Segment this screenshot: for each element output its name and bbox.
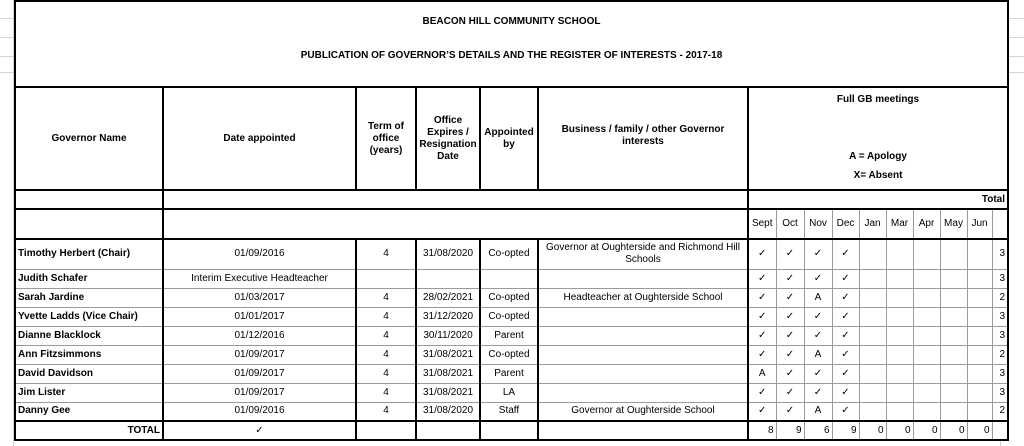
- attendance-mark: ✓: [748, 239, 776, 269]
- school-name: BEACON HILL COMMUNITY SCHOOL: [15, 1, 1008, 42]
- attendance-mark: [940, 364, 967, 383]
- office-expires: 31/08/2021: [416, 345, 480, 364]
- date-appointed: 01/03/2017: [163, 288, 356, 307]
- governor-interests: Governor at Oughterside School: [538, 402, 748, 421]
- table-row: [15, 402, 1008, 421]
- attendance-mark: [859, 383, 886, 402]
- attendance-total: 2: [992, 402, 1008, 421]
- attendance-mark: ✓: [832, 269, 859, 288]
- attendance-mark: ✓: [832, 364, 859, 383]
- attendance-mark: [913, 239, 940, 269]
- governor-interests: [538, 307, 748, 326]
- attendance-mark: ✓: [832, 326, 859, 345]
- attendance-mark: ✓: [748, 288, 776, 307]
- attendance-total: 3: [992, 326, 1008, 345]
- attendance-mark: A: [804, 402, 832, 421]
- month-total: 9: [776, 421, 804, 440]
- appointed-by: Co-opted: [480, 345, 538, 364]
- attendance-mark: [967, 383, 992, 402]
- attendance-mark: ✓: [748, 383, 776, 402]
- date-appointed: 01/09/2016: [163, 402, 356, 421]
- appointed-by: Co-opted: [480, 288, 538, 307]
- attendance-mark: [913, 288, 940, 307]
- month-total: 6: [804, 421, 832, 440]
- governor-interests: [538, 345, 748, 364]
- term-of-office: [356, 269, 416, 288]
- appointed-by: Co-opted: [480, 239, 538, 269]
- date-appointed: Interim Executive Headteacher: [163, 269, 356, 288]
- attendance-mark: ✓: [804, 326, 832, 345]
- attendance-mark: [886, 383, 913, 402]
- attendance-mark: ✓: [748, 345, 776, 364]
- appointed-by: Co-opted: [480, 307, 538, 326]
- publication-title: PUBLICATION OF GOVERNOR’S DETAILS AND THE REGISTER OF INTERESTS - 2017-18: [15, 42, 1008, 87]
- month-header: May: [940, 209, 967, 239]
- attendance-mark: [886, 364, 913, 383]
- header-interests: Business / family / other Governor interests: [538, 87, 748, 190]
- appointed-by: Staff: [480, 402, 538, 421]
- totals-label: TOTAL: [15, 421, 163, 440]
- attendance-mark: [940, 345, 967, 364]
- governor-name: Danny Gee: [15, 402, 163, 421]
- header-total: Total: [748, 190, 1008, 209]
- month-header: Mar: [886, 209, 913, 239]
- attendance-mark: ✓: [804, 269, 832, 288]
- attendance-mark: ✓: [776, 383, 804, 402]
- table-row: [15, 364, 1008, 383]
- office-expires: 31/08/2021: [416, 383, 480, 402]
- attendance-mark: ✓: [776, 326, 804, 345]
- table-row: [15, 345, 1008, 364]
- attendance-mark: ✓: [832, 288, 859, 307]
- header-governor-name: Governor Name: [15, 87, 163, 190]
- attendance-mark: ✓: [776, 402, 804, 421]
- attendance-mark: [940, 383, 967, 402]
- attendance-mark: ✓: [776, 364, 804, 383]
- governor-name: Yvette Ladds (Vice Chair): [15, 307, 163, 326]
- attendance-mark: [859, 326, 886, 345]
- attendance-mark: ✓: [832, 345, 859, 364]
- attendance-mark: [940, 326, 967, 345]
- attendance-mark: [967, 288, 992, 307]
- month-total: 0: [886, 421, 913, 440]
- office-expires: 28/02/2021: [416, 288, 480, 307]
- month-total: 0: [940, 421, 967, 440]
- table-row: [15, 326, 1008, 345]
- governor-interests: Governor at Oughterside and Richmond Hill Schools: [538, 239, 748, 269]
- table-row: [15, 383, 1008, 402]
- attendance-mark: [886, 269, 913, 288]
- header-appointed-by: Appointed by: [480, 87, 538, 190]
- attendance-mark: ✓: [776, 307, 804, 326]
- term-of-office: 4: [356, 402, 416, 421]
- attendance-total: 3: [992, 239, 1008, 269]
- table-row: [15, 307, 1008, 326]
- totals-date-mark: ✓: [163, 421, 356, 440]
- month-header: Jun: [967, 209, 992, 239]
- appointed-by: [480, 269, 538, 288]
- header-term: Term of office (years): [356, 87, 416, 190]
- attendance-mark: ✓: [804, 307, 832, 326]
- governor-interests: [538, 269, 748, 288]
- governor-interests: [538, 383, 748, 402]
- office-expires: 30/11/2020: [416, 326, 480, 345]
- office-expires: 31/08/2020: [416, 402, 480, 421]
- legend-apology: A = Apology: [849, 151, 907, 162]
- attendance-mark: [940, 307, 967, 326]
- attendance-mark: [967, 345, 992, 364]
- office-expires: 31/08/2020: [416, 239, 480, 269]
- attendance-mark: [886, 402, 913, 421]
- date-appointed: 01/12/2016: [163, 326, 356, 345]
- governor-name: Jim Lister: [15, 383, 163, 402]
- term-of-office: 4: [356, 307, 416, 326]
- governor-name: Ann Fitzsimmons: [15, 345, 163, 364]
- attendance-mark: ✓: [748, 402, 776, 421]
- attendance-mark: ✓: [776, 345, 804, 364]
- month-total: 8: [748, 421, 776, 440]
- attendance-mark: [859, 402, 886, 421]
- month-header: Jan: [859, 209, 886, 239]
- attendance-mark: ✓: [776, 288, 804, 307]
- date-appointed: 01/09/2017: [163, 383, 356, 402]
- table-row: [15, 288, 1008, 307]
- attendance-mark: ✓: [776, 239, 804, 269]
- month-header: Sept: [748, 209, 776, 239]
- governor-name: Dianne Blacklock: [15, 326, 163, 345]
- attendance-mark: [940, 239, 967, 269]
- attendance-mark: [967, 269, 992, 288]
- month-header: Apr: [913, 209, 940, 239]
- attendance-mark: [886, 288, 913, 307]
- governor-name: Judith Schafer: [15, 269, 163, 288]
- attendance-mark: [859, 288, 886, 307]
- attendance-mark: ✓: [748, 307, 776, 326]
- attendance-total: 2: [992, 345, 1008, 364]
- term-of-office: 4: [356, 239, 416, 269]
- term-of-office: 4: [356, 288, 416, 307]
- attendance-mark: [913, 402, 940, 421]
- attendance-mark: [913, 364, 940, 383]
- attendance-mark: ✓: [832, 239, 859, 269]
- attendance-mark: [913, 307, 940, 326]
- attendance-mark: ✓: [776, 269, 804, 288]
- header-meetings-block: [748, 87, 1008, 190]
- attendance-mark: [859, 307, 886, 326]
- governor-interests: Headteacher at Oughterside School: [538, 288, 748, 307]
- governor-name: Sarah Jardine: [15, 288, 163, 307]
- attendance-mark: ✓: [804, 239, 832, 269]
- governor-name: Timothy Herbert (Chair): [15, 239, 163, 269]
- office-expires: [416, 269, 480, 288]
- appointed-by: Parent: [480, 364, 538, 383]
- attendance-mark: [913, 269, 940, 288]
- attendance-mark: A: [748, 364, 776, 383]
- governor-name: David Davidson: [15, 364, 163, 383]
- date-appointed: 01/01/2017: [163, 307, 356, 326]
- attendance-mark: [940, 269, 967, 288]
- attendance-mark: [859, 345, 886, 364]
- attendance-mark: [967, 402, 992, 421]
- term-of-office: 4: [356, 383, 416, 402]
- header-date-appointed: Date appointed: [163, 87, 356, 190]
- attendance-total: 3: [992, 364, 1008, 383]
- governor-register-table: [14, 0, 1009, 441]
- attendance-mark: [967, 239, 992, 269]
- month-header: Dec: [832, 209, 859, 239]
- appointed-by: LA: [480, 383, 538, 402]
- appointed-by: Parent: [480, 326, 538, 345]
- month-total: 0: [913, 421, 940, 440]
- attendance-mark: [859, 364, 886, 383]
- attendance-mark: ✓: [832, 383, 859, 402]
- attendance-mark: [967, 326, 992, 345]
- header-meetings: Full GB meetings: [836, 94, 920, 105]
- attendance-mark: ✓: [748, 326, 776, 345]
- date-appointed: 01/09/2017: [163, 345, 356, 364]
- governor-interests: [538, 326, 748, 345]
- month-header: Nov: [804, 209, 832, 239]
- attendance-mark: A: [804, 288, 832, 307]
- attendance-mark: [886, 239, 913, 269]
- attendance-mark: ✓: [748, 269, 776, 288]
- term-of-office: 4: [356, 326, 416, 345]
- month-header: Oct: [776, 209, 804, 239]
- date-appointed: 01/09/2016: [163, 239, 356, 269]
- attendance-mark: ✓: [832, 307, 859, 326]
- attendance-mark: A: [804, 345, 832, 364]
- governor-interests: [538, 364, 748, 383]
- table-row: [15, 239, 1008, 269]
- term-of-office: 4: [356, 364, 416, 383]
- attendance-mark: [940, 288, 967, 307]
- attendance-mark: [886, 345, 913, 364]
- attendance-mark: [967, 307, 992, 326]
- attendance-mark: [859, 269, 886, 288]
- attendance-mark: [913, 326, 940, 345]
- month-total: 0: [859, 421, 886, 440]
- attendance-mark: ✓: [804, 383, 832, 402]
- date-appointed: 01/09/2017: [163, 364, 356, 383]
- attendance-total: 3: [992, 383, 1008, 402]
- attendance-mark: ✓: [804, 364, 832, 383]
- attendance-mark: [913, 383, 940, 402]
- attendance-mark: [940, 402, 967, 421]
- attendance-mark: [886, 307, 913, 326]
- legend-absent: X= Absent: [853, 170, 903, 181]
- attendance-total: 2: [992, 288, 1008, 307]
- header-expires: Office Expires / Resignation Date: [416, 87, 480, 190]
- attendance-total: 3: [992, 307, 1008, 326]
- month-total: 0: [967, 421, 992, 440]
- attendance-mark: [967, 364, 992, 383]
- term-of-office: 4: [356, 345, 416, 364]
- attendance-total: 3: [992, 269, 1008, 288]
- office-expires: 31/08/2021: [416, 364, 480, 383]
- attendance-mark: [859, 239, 886, 269]
- attendance-mark: [886, 326, 913, 345]
- table-row: [15, 269, 1008, 288]
- attendance-mark: ✓: [832, 402, 859, 421]
- office-expires: 31/12/2020: [416, 307, 480, 326]
- month-total: 9: [832, 421, 859, 440]
- attendance-mark: [913, 345, 940, 364]
